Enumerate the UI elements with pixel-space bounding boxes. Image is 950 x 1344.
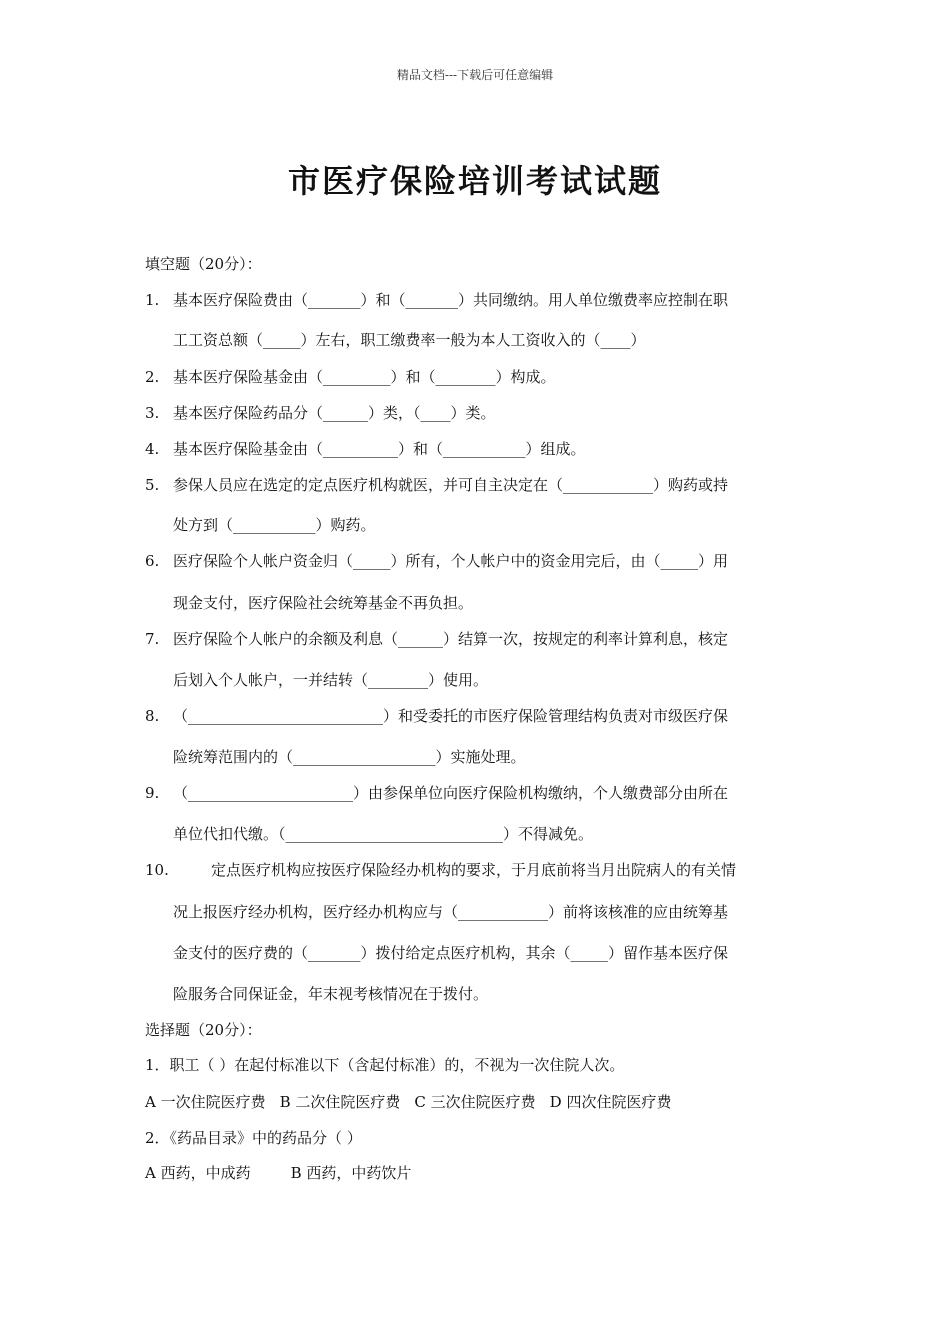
question-continuation: 金支付的医疗费的（_______）拨付给定点医疗机构，其余（_____）留作基本医疗保	[173, 944, 729, 962]
option-a: A 一次住院医疗费	[145, 1093, 266, 1111]
question-continuation: 单位代扣代缴。（_____________________________）不得减免。	[173, 825, 594, 843]
question-number: 3.	[145, 404, 160, 422]
document-title: 市医疗保险培训考试试题	[287, 162, 662, 200]
question-continuation: 况上报医疗经办机构，医疗经办机构应与（____________）前将该核准的应由统筹基	[173, 903, 729, 921]
fill-question-9	[145, 783, 728, 803]
question-text: （__________________________）和受委托的市医疗保险管理结构负责对市级医疗保	[173, 707, 729, 725]
fill-question-1	[145, 290, 728, 310]
question-text: 医疗保险个人帐户资金归（_____）所有，个人帐户中的资金用完后，由（_____）用	[173, 552, 729, 570]
question-number: 9.	[145, 784, 160, 802]
option-c: C 三次住院医疗费	[414, 1093, 536, 1111]
question-text: 参保人员应在选定的定点医疗机构就医，并可自主决定在（____________）购药或持	[173, 476, 729, 494]
question-continuation: 险服务合同保证金，年末视考核情况在于拨付。	[173, 985, 489, 1003]
question-number: 8.	[145, 707, 160, 725]
fill-question-10	[145, 860, 736, 880]
choice-options-1	[145, 1092, 685, 1112]
question-continuation: 后划入个人帐户，一并结转（________）使用。	[173, 671, 489, 689]
option-a: A 西药，中成药	[145, 1164, 251, 1182]
question-text: （______________________）由参保单位向医疗保险机构缴纳，个人缴费部分由所在	[173, 784, 729, 802]
question-text: 定点医疗机构应按医疗保险经办机构的要求，于月底前将当月出院病人的有关情	[211, 861, 737, 879]
question-text: 医疗保险个人帐户的余额及利息（______）结算一次，按规定的利率计算利息，核定	[173, 630, 729, 648]
question-text: 基本医疗保险费由（_______）和（_______）共同缴纳。用人单位缴费率应控制在职	[173, 291, 729, 309]
fill-question-5	[145, 475, 728, 495]
option-b: B 西药，中药饮片	[290, 1164, 412, 1182]
choice-question-2: 2．《药品目录》中的药品分（ ）	[145, 1129, 362, 1147]
question-number: 6.	[145, 552, 160, 570]
question-number: 7.	[145, 630, 160, 648]
question-continuation: 现金支付，医疗保险社会统筹基金不再负担。	[173, 594, 474, 612]
question-continuation: 工工资总额（_____）左右，职工缴费率一般为本人工资收入的（____）	[173, 331, 646, 349]
fill-question-4	[145, 439, 586, 459]
choice-options-2	[145, 1163, 425, 1183]
page-header: 精品文档---下载后可任意编辑	[396, 68, 554, 82]
question-number: 5.	[145, 476, 160, 494]
fill-question-3	[145, 403, 496, 423]
question-number: 10.	[145, 861, 169, 879]
question-number: 1.	[145, 291, 160, 309]
fill-question-2	[145, 367, 556, 387]
choice-question-1: 1．职工（ ）在起付标准以下（含起付标准）的，不视为一次住院人次。	[145, 1056, 625, 1074]
question-text: 基本医疗保险基金由（_________）和（________）构成。	[173, 368, 556, 386]
question-text: 基本医疗保险基金由（__________）和（___________）组成。	[173, 440, 586, 458]
fill-question-6	[145, 551, 728, 571]
fill-question-7	[145, 629, 728, 649]
question-continuation: 处方到（___________）购药。	[173, 516, 376, 534]
question-text: 基本医疗保险药品分（______）类，（____）类。	[173, 404, 496, 422]
question-number: 2.	[145, 368, 160, 386]
question-continuation: 险统筹范围内的（___________________）实施处理。	[173, 748, 526, 766]
fill-question-8	[145, 706, 728, 726]
fill-section-heading: 填空题（20分）：	[145, 255, 262, 273]
option-d: D 四次住院医疗费	[549, 1093, 672, 1111]
question-number: 4.	[145, 440, 160, 458]
option-b: B 二次住院医疗费	[279, 1093, 401, 1111]
choice-section-heading: 选择题（20分）：	[145, 1021, 262, 1039]
